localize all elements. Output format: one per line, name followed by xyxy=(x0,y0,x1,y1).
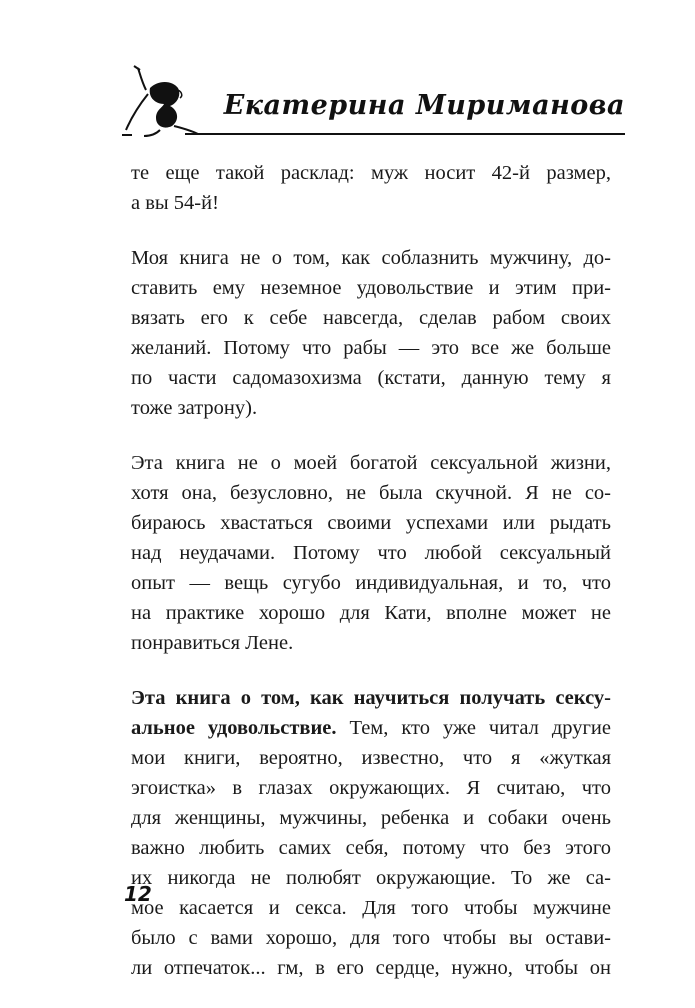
text-line: ставить ему неземное удовольствие и этим при- xyxy=(131,277,611,299)
text-line: над неудачами. Потому что любой сексуальный xyxy=(131,542,611,564)
woman-silhouette-logo xyxy=(120,60,215,138)
page-body xyxy=(131,158,611,1008)
text-line: для женщины, мужчины, ребенка и собаки очень xyxy=(131,807,611,829)
text-line: хотя она, безусловно, не была скучной. Я не со- xyxy=(131,482,611,504)
text-line: те еще такой расклад: муж носит 42-й размер, xyxy=(131,162,611,184)
text-line xyxy=(131,713,611,743)
text-line: их никогда не полюбят окружающие. То же са- xyxy=(131,867,611,889)
paragraph-2 xyxy=(131,243,611,423)
text-run: Тем, кто уже читал другие xyxy=(336,717,611,739)
paragraph-1 xyxy=(131,158,611,218)
text-line: ли отпечаток... гм, в его сердце, нужно, чтобы он xyxy=(131,957,611,979)
text-line: тоже затрону). xyxy=(131,397,258,419)
text-line: опыт — вещь сугубо индивидуальная, и то, что xyxy=(131,572,611,594)
header-rule xyxy=(185,133,625,135)
text-line: было с вами хорошо, для того чтобы вы остави- xyxy=(131,927,611,949)
text-line: Моя книга не о том, как соблазнить мужчину, до- xyxy=(131,247,611,269)
text-line: бираюсь хвастаться своими успехами или рыдать xyxy=(131,512,611,534)
paragraph-4 xyxy=(131,683,611,983)
text-line: эгоистка» в глазах окружающих. Я считаю, что xyxy=(131,777,611,799)
bold-lead: Эта книга о том, как научиться получать сексу- xyxy=(131,687,611,709)
text-line: мое касается и секса. Для того чтобы мужчине xyxy=(131,897,611,919)
header-author: Екатерина Мириманова xyxy=(223,90,625,121)
text-line xyxy=(131,683,611,713)
text-line: понравиться Лене. xyxy=(131,632,294,654)
text-line: по части садомазохизма (кстати, данную тему я xyxy=(131,367,611,389)
text-line: на практике хорошо для Кати, вполне может не xyxy=(131,602,611,624)
text-line: мои книги, вероятно, известно, что я «жуткая xyxy=(131,747,611,769)
paragraph-3 xyxy=(131,448,611,658)
text-line: а вы 54-й! xyxy=(131,192,219,214)
page-number: 12 xyxy=(124,882,152,906)
text-line: вязать его к себе навсегда, сделав рабом своих xyxy=(131,307,611,329)
text-line: желаний. Потому что рабы — это все же больше xyxy=(131,337,611,359)
text-line: важно любить самих себя, потому что без этого xyxy=(131,837,611,859)
text-line: Эта книга не о моей богатой сексуальной жизни, xyxy=(131,452,611,474)
bold-lead: альное удовольствие. xyxy=(131,717,337,739)
